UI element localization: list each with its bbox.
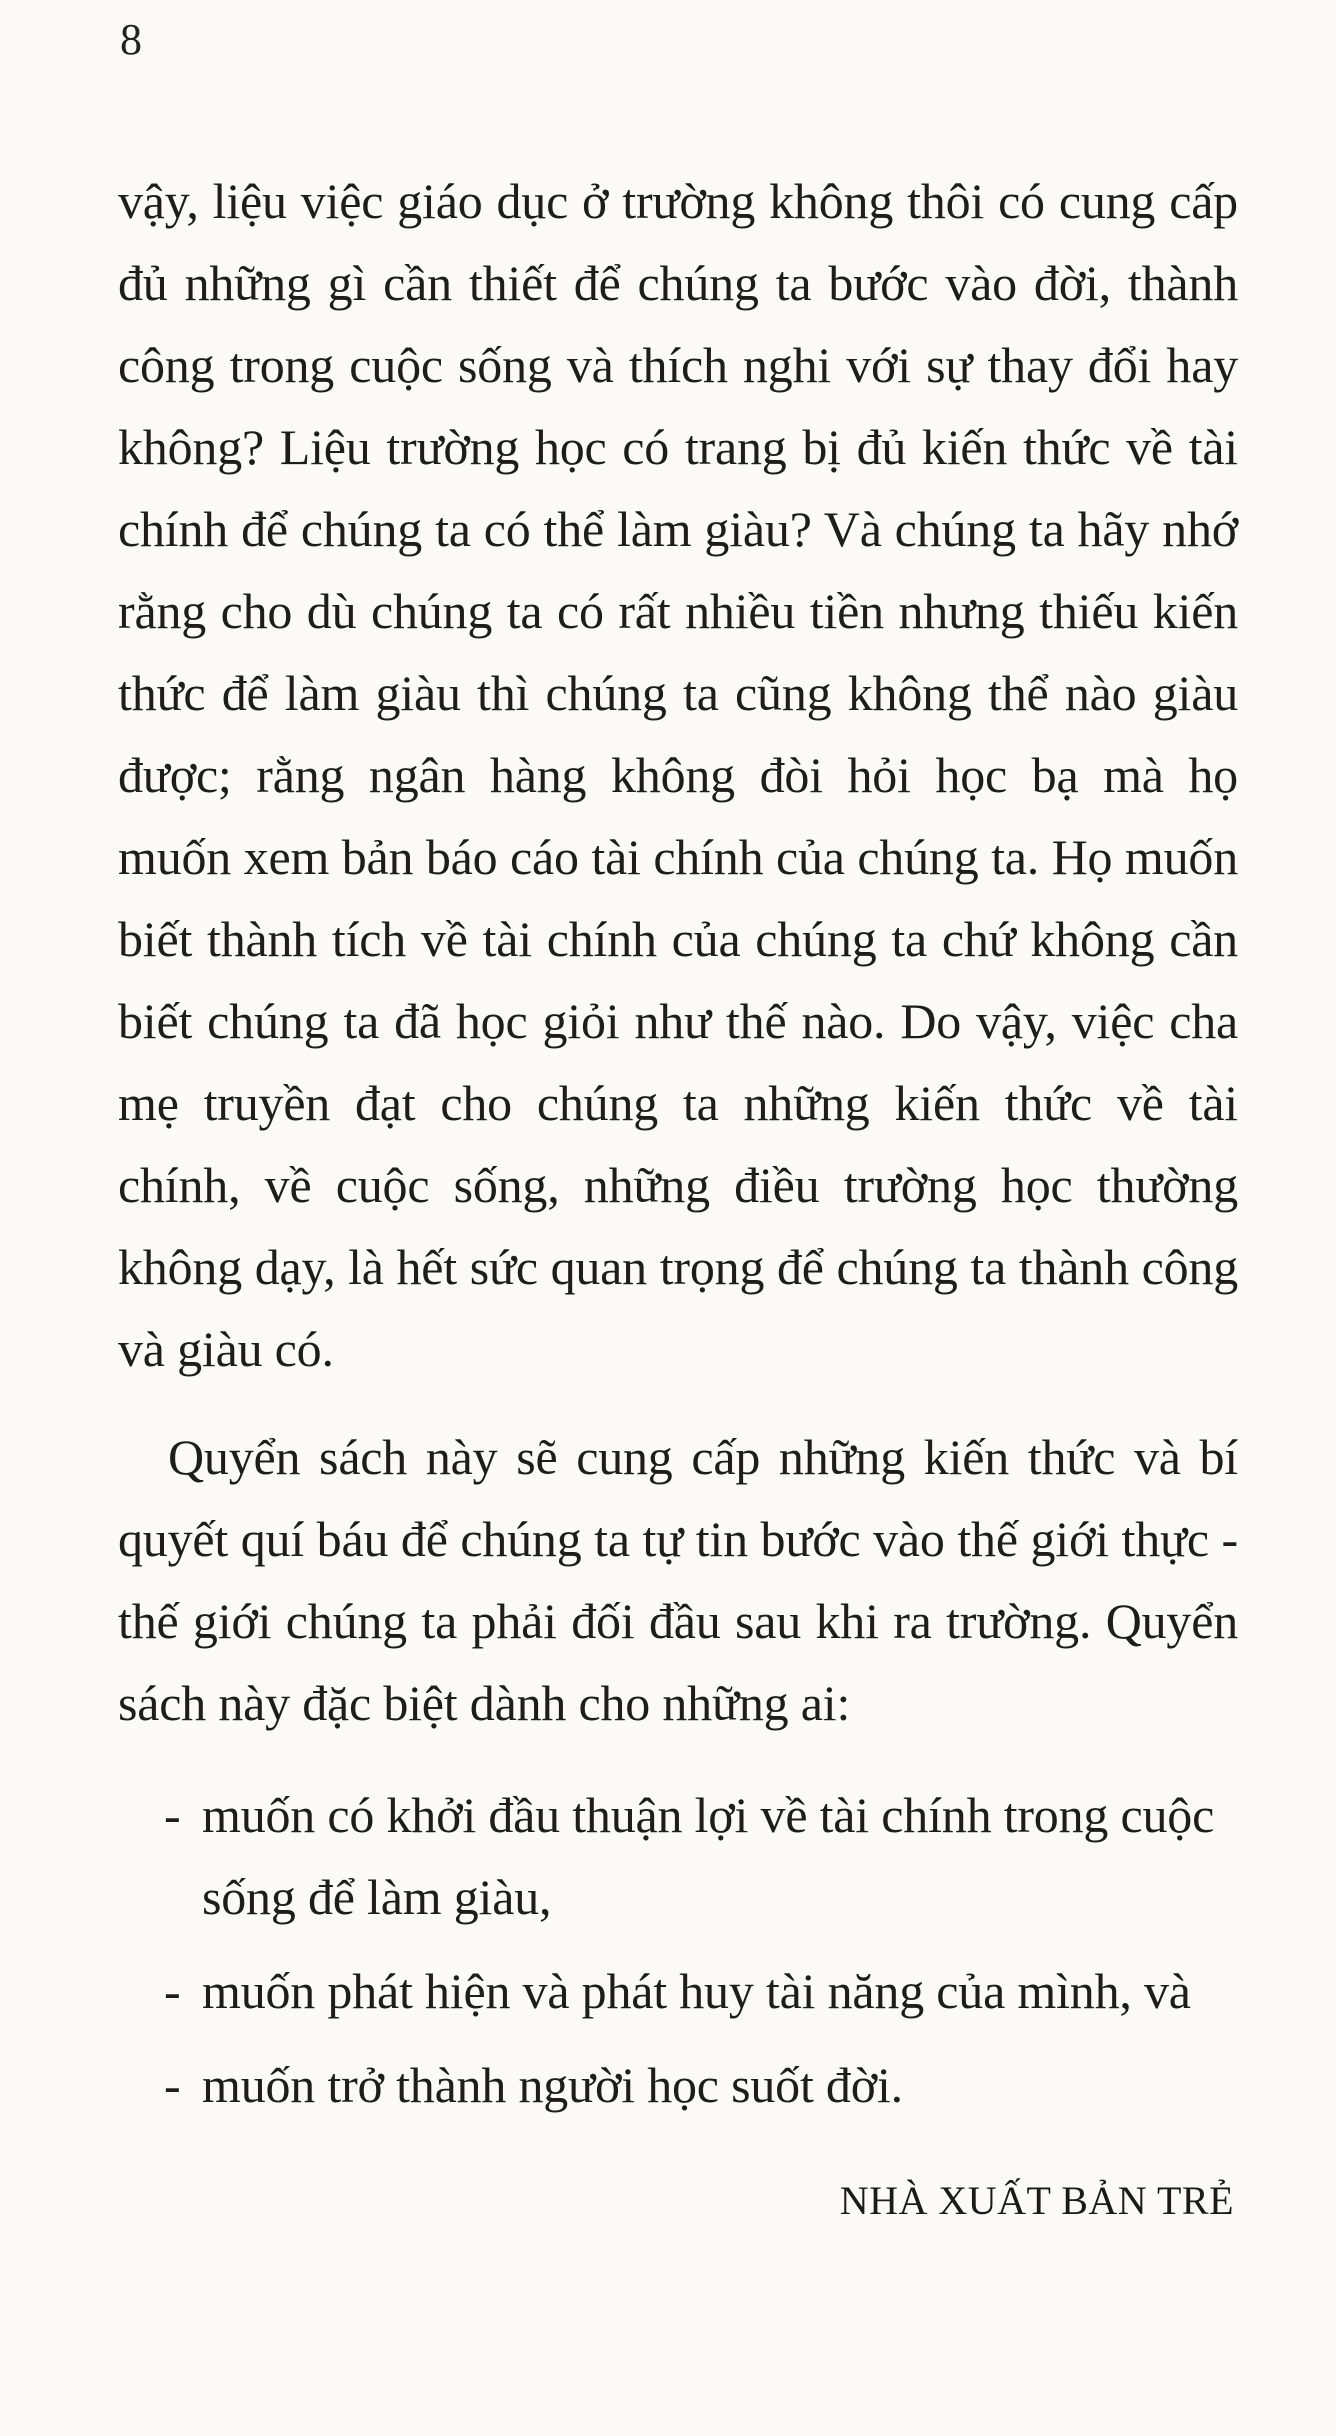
list-item [118,1774,1238,1938]
dash-bullet: - [164,1787,181,1843]
page-number: 8 [120,15,142,64]
paragraph-1: vậy, liệu việc giáo dục ở trường không thôi có cung cấp đủ những gì cần thiết để chúng ta bước vào đời, thành công trong cuộc sống và thích nghi với sự thay đổi hay không? Liệu trường học có trang bị đủ kiến thức về tài chính để chúng ta có thể làm giàu? Và chúng ta hãy nhớ rằng cho dù chúng ta có rất nhiều tiền nhưng thiếu kiến thức để làm giàu thì chúng ta cũng không thể nào giàu được; rằng ngân hàng không đòi hỏi học bạ mà họ muốn xem bản báo cáo tài chính của chúng ta. Họ muốn biết thành tích về tài chính của chúng ta chứ không cần biết chúng ta đã học giỏi như thế nào. Do vậy, việc cha mẹ truyền đạt cho chúng ta những kiến thức về tài chính, về cuộc sống, những điều trường học thường không dạy, là hết sức quan trọng để chúng ta thành công và giàu có. [118,173,1238,1377]
list-item [118,1950,1238,2032]
list-item-text: muốn có khởi đầu thuận lợi về tài chính trong cuộc sống để làm giàu, [202,1787,1215,1925]
publisher-signature: NHÀ XUẤT BẢN TRẺ [839,2178,1234,2223]
page-content [118,160,1238,2236]
dash-bullet: - [164,2057,181,2113]
paragraph-2: Quyển sách này sẽ cung cấp những kiến thức và bí quyết quí báu để chúng ta tự tin bước vào thế giới thực - thế giới chúng ta phải đối đầu sau khi ra trường. Quyển sách này đặc biệt dành cho những ai: [118,1429,1238,1731]
audience-list [118,1774,1238,2126]
dash-bullet: - [164,1963,181,2019]
list-item-text: muốn trở thành người học suốt đời. [202,2057,903,2113]
list-item [118,2044,1238,2126]
list-item-text: muốn phát hiện và phát huy tài năng của mình, và [202,1963,1191,2019]
